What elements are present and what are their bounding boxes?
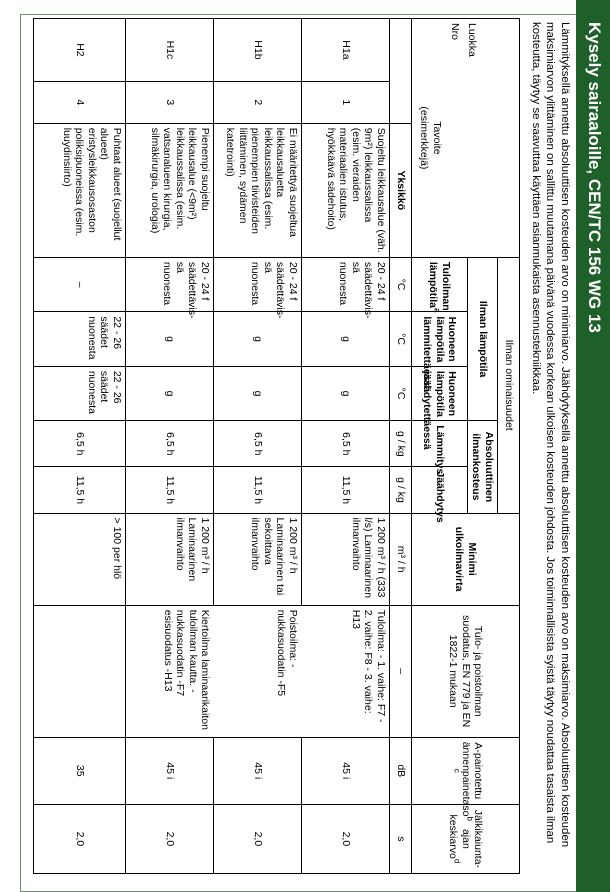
- cell-lamm: 6,5 h: [34, 421, 126, 467]
- header-yksikko: Yksikkö: [390, 123, 412, 257]
- cell-lamm: 6,5 h: [214, 421, 302, 467]
- cell-jaah: 11,5 h: [34, 467, 126, 513]
- units-spacer: [390, 19, 412, 124]
- cell-tulo: 20 - 24 f säädettävis-sä nuonesta: [214, 257, 302, 311]
- table-row: [126, 19, 214, 874]
- cell-luokka: H1c: [126, 19, 214, 82]
- cell-aani: 35: [34, 737, 126, 804]
- cell-minimi: 1 200 m³ / h Laminaarinen tai sekoittava ilmanvaihto: [214, 513, 302, 605]
- header-huone-lamm: Huoneen lämpötila lämmitettäessä: [412, 312, 468, 366]
- header-minimi: [412, 513, 520, 605]
- cell-nro: 2: [214, 81, 302, 123]
- cell-suodatus: Tuloilma: - 1. vaihe: F7 - 2. vaihe: F8 - 3. vaihe: H13: [302, 605, 390, 737]
- header-aani-sup: b c: [452, 768, 475, 821]
- cell-nro: 1: [302, 81, 390, 123]
- unit-jaah: g / kg: [390, 467, 412, 513]
- cell-jaah: 11,5 h: [214, 467, 302, 513]
- header-tuloilman: [412, 257, 468, 311]
- cell-tulo: 20 - 24 f säädettävis-sä nuonesta: [126, 257, 214, 311]
- unit-huone-jaah: °C: [390, 366, 412, 420]
- cell-huone-lamm: g: [214, 312, 302, 366]
- table-container: [38, 18, 520, 874]
- cell-tavoite: Puhtaat alueet (suojellut alueet) eristysleikkausosaston poliksipuoneissa (esim. luuydinsiirto): [34, 123, 126, 257]
- cell-huone-jaah: 22 - 26 säädet nuonesta: [34, 366, 126, 420]
- cell-jalki: 2,0: [34, 804, 126, 873]
- unit-minimi: m³ / h: [390, 513, 412, 605]
- header-tuloilman-sup: a: [433, 307, 442, 313]
- cell-nro: 4: [34, 81, 126, 123]
- unit-tulo: °C: [390, 257, 412, 311]
- cell-huone-jaah: g: [214, 366, 302, 420]
- cell-tulo: –: [34, 257, 126, 311]
- table-row: [34, 19, 126, 874]
- cell-suodatus: [34, 605, 126, 737]
- cell-huone-lamm: g: [302, 312, 390, 366]
- cell-jaah: 11,5 h: [302, 467, 390, 513]
- header-aani-text: A-painotettu ännenpainetaso: [459, 741, 485, 817]
- header-suodatus: Tulo- ja poistoilman suodatus, EN 779 ja EN 1822-1 mukaan: [412, 605, 520, 737]
- header-minimi-text: Minimi ulkoilmavirta: [453, 526, 478, 592]
- cell-jalki: 2,0: [126, 804, 214, 873]
- header-jalki-sup: d: [452, 858, 462, 864]
- cell-huone-jaah: g: [126, 366, 214, 420]
- cell-suodatus: Kiertoilma laminaarikaiton tuloilman kautta. -nukkasuodatin -F7 esisuodatus -H13: [126, 605, 214, 737]
- header-jalki-text: Jälkikaiunta-ajan keskiarvo: [447, 809, 485, 869]
- header-abs-kosteus: Absoluuttinen ilmankosteus: [468, 421, 498, 513]
- header-aani: [412, 737, 520, 821]
- cell-luokka: H1a: [302, 19, 390, 82]
- cell-minimi: > 100 per hlö: [34, 513, 126, 605]
- cell-huone-lamm: g: [126, 312, 214, 366]
- cell-suodatus: Poistoilma: -nukkasuodatin -F5: [214, 605, 302, 737]
- cell-aani: 45 i: [126, 737, 214, 804]
- cell-jalki: 2,0: [302, 804, 390, 873]
- cell-tulo: 20 - 24 f säädettävis-sä nuonesta: [302, 257, 390, 311]
- cell-aani: 45 i: [302, 737, 390, 804]
- header-nro: Nro: [449, 23, 462, 40]
- header-row-1: [498, 19, 520, 874]
- header-luokka-cell: [412, 19, 520, 258]
- header-huone-jaah: Huoneen lämpötila jäähdytettäessä: [412, 366, 468, 420]
- cell-lamm: 6,5 h: [302, 421, 390, 467]
- header-tavoite-sub: (esimerkkejä): [418, 106, 431, 170]
- cell-luokka: H2: [34, 19, 126, 82]
- cell-tavoite: Ei määritettyä suojeltua leikkausaluetta leikkaussalissa (esim. pienempien tiivisteiden liittäminen, sydämen katetrointi): [214, 123, 302, 257]
- requirements-table: [33, 18, 520, 874]
- header-tuloilman-text: Tuloilman lämpötila: [427, 261, 452, 311]
- units-row: [390, 19, 412, 874]
- table-row: [214, 19, 302, 874]
- page-title: Kysely sairaaloille, CEN/TC 156 WG 13: [585, 22, 604, 333]
- cell-tavoite: Suojeltu leikkausalue (väh. 9m²) leikkaussalissa (esim. vieraiden materiaalien istutus, hyökkäävä sädehoito): [302, 123, 390, 257]
- cell-minimi: 1 200 m³ / h (333 l/s) Laminaarinen ilmanvaihto: [302, 513, 390, 605]
- unit-jalki: s: [390, 804, 412, 873]
- header-tavoite: Tavoite: [431, 121, 443, 155]
- header-ilman-ominaisuudet: Ilman ominaisuudet: [498, 257, 520, 513]
- cell-huone-lamm: 22 - 26 säädet nuonesta: [34, 312, 126, 366]
- header-jaahdytys: Jäähdytys: [412, 467, 468, 513]
- cell-huone-jaah: g: [302, 366, 390, 420]
- cell-lamm: 6,5 h: [126, 421, 214, 467]
- intro-paragraph: Lämmityksellä annettu absoluuttisen kosteuden arvo on minimiarvo. Jäähdytyksellä annettu absoluuttisen kosteuden arvo on maksimiarvo. Absoluuttisen kosteuden maksimiarvon ylittäminen on sallittu muutamana päivänä vuodessa korkean ulkoisen kosteuden johdosta. Jos toiminnallisista syistä täytyy noudattaa tasaista ilman kosteutta, täytyy se saavuttaa käyttäen asianmukaista asennustekniikkaa.: [529, 22, 571, 848]
- unit-aani: dB: [390, 737, 412, 804]
- cell-jalki: 2,0: [214, 804, 302, 873]
- unit-suodatus: –: [390, 605, 412, 737]
- header-luokka: Luokka: [466, 23, 478, 57]
- header-ilman-lampotila: Ilman lämpötila: [468, 257, 498, 420]
- cell-tavoite: Pienempi suojeltu leikkausalue (<9m²) leikkaussalissa (esim. vatsanalueen kirurgia, silmäkirurgia, urologia): [126, 123, 214, 257]
- cell-minimi: 1 200 m³ / h Laminaarinen ilmanvaihto: [126, 513, 214, 605]
- cell-aani: 45 i: [214, 737, 302, 804]
- title-bar: [576, 0, 610, 892]
- cell-luokka: H1b: [214, 19, 302, 82]
- header-lammitys: Lämmitys: [412, 421, 468, 467]
- unit-lamm: g / kg: [390, 421, 412, 467]
- unit-huone-lamm: °C: [390, 312, 412, 366]
- cell-nro: 3: [126, 81, 214, 123]
- cell-jaah: 11,5 h: [126, 467, 214, 513]
- table-row: [302, 19, 390, 874]
